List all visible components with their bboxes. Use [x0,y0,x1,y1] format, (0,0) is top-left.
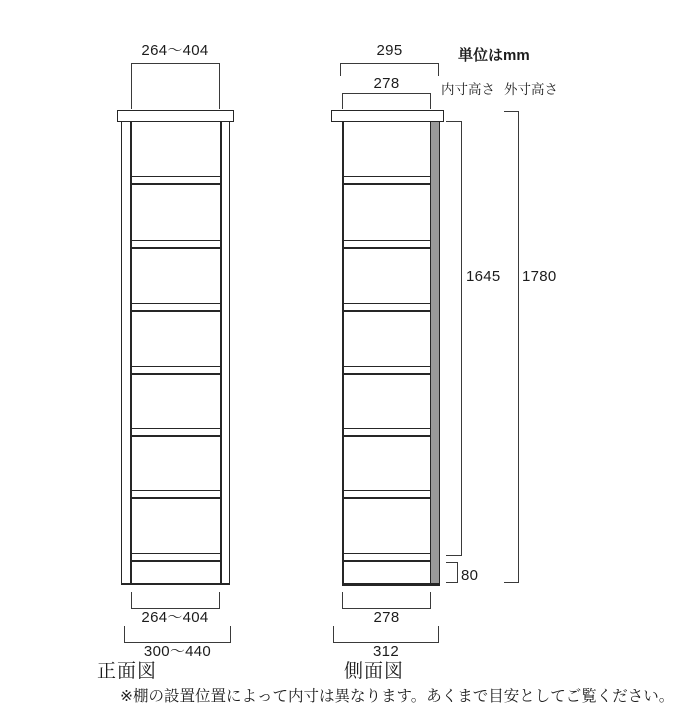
footer-note: ※棚の設置位置によって内寸は異なります。あくまで目安としてご覧ください。 [120,688,675,705]
side-top-outer-depth-dim: 295 [376,42,403,59]
front-bottom-outer-width-dim: 300〜440 [143,643,212,660]
inner-height-dim: 1645 [466,268,501,285]
base-height-dim: 80 [461,567,479,584]
inner-height-bracket [446,121,462,556]
front-left-panel-inner-line [130,122,132,584]
front-shelf-line-6 [131,490,220,499]
side-shelf-line-6 [344,490,430,499]
side-bottom-inner-depth-dim: 278 [373,609,400,626]
front-bottom-outer-width-bracket [124,626,231,643]
side-top-board [331,110,444,122]
base-height-bracket [446,562,458,583]
side-bottom-outer-depth-dim: 312 [373,643,399,660]
outer-height-bracket [504,111,519,583]
side-shelf-line-2 [344,240,430,249]
front-shelf-line-5 [131,428,220,437]
side-bottom-edge-line [342,583,440,586]
side-view-title: 側面図 [344,661,405,682]
side-shelf-line-5 [344,428,430,437]
side-back-panel [430,122,440,584]
front-shelf-line-2 [131,240,220,249]
front-shelf-line-4 [131,366,220,375]
side-shelf-line-1 [344,176,430,185]
outer-height-column-label: 外寸高さ [504,82,558,97]
side-bottom-outer-depth-bracket [333,626,439,643]
front-shelf-line-3 [131,303,220,312]
front-bottom-board-line [131,553,220,562]
front-body-outline [121,121,230,585]
front-bottom-inner-width-dim: 264〜404 [141,609,209,626]
side-top-inner-depth-dim: 278 [373,75,400,92]
front-bottom-inner-width-bracket [131,592,220,609]
side-shelf-line-4 [344,366,430,375]
side-panel-front-edge-line [342,122,344,584]
front-top-inner-width-bracket [131,63,220,109]
front-shelf-line-1 [131,176,220,185]
side-shelf-line-3 [344,303,430,312]
front-top-inner-width-dim: 264〜404 [141,42,209,59]
front-view-title: 正面図 [97,661,158,682]
outer-height-dim: 1780 [522,268,557,285]
front-right-panel-inner-line [220,122,222,584]
side-bottom-inner-depth-bracket [342,592,431,609]
side-top-inner-depth-bracket [342,93,431,109]
side-bottom-board-line [344,553,430,562]
inner-height-column-label: 内寸高さ [441,82,495,97]
unit-note: 単位はmm [458,47,530,64]
